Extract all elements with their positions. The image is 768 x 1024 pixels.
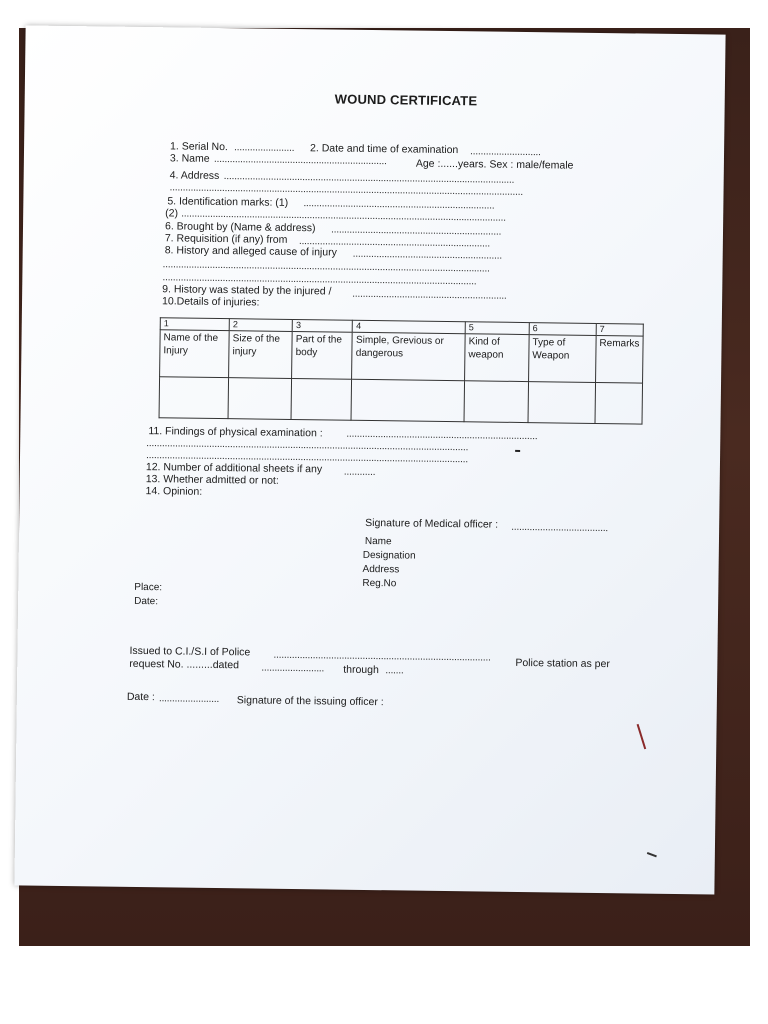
dotted-line: ....... [385, 664, 404, 677]
admitted-label: 13. Whether admitted or not: [145, 473, 279, 487]
issued-to-label: Issued to C.I./S.I of Police [129, 644, 251, 659]
table-cell [351, 379, 464, 421]
brought-by-label: 6. Brought by (Name & address) [164, 220, 316, 235]
dotted-line: ............................................................................................................... [223, 170, 515, 186]
history-stated-by-label: 9. History was stated by the injured / [162, 283, 332, 298]
table-cell: 2 [229, 319, 292, 332]
issue-date-label: Date : [126, 690, 155, 704]
certificate-content [14, 25, 725, 894]
police-station-label: Police station as per [515, 656, 610, 671]
dotted-line: ....................... [234, 141, 295, 154]
table-cell: 3 [292, 319, 352, 332]
officer-designation-label: Designation [362, 549, 416, 562]
officer-name-label: Name [364, 535, 392, 548]
age-sex-label: Age :......years. Sex : male/female [415, 157, 574, 172]
table-cell [464, 381, 528, 423]
table-header-cell: Kind of weapon [465, 334, 529, 382]
dotted-line: ............................................................................................................................ [181, 207, 506, 224]
table-cell: 7 [596, 323, 643, 336]
issuing-officer-signature-label: Signature of the issuing officer : [236, 694, 384, 709]
dotted-line: ........................ [261, 661, 325, 675]
table-cell [159, 377, 229, 419]
dotted-line: ........................................................................................................................ [162, 271, 477, 288]
date-time-label: 2. Date and time of examination [309, 142, 459, 157]
officer-address-label: Address [362, 563, 400, 576]
opinion-label: 14. Opinion: [145, 485, 203, 498]
table-cell: 5 [465, 322, 529, 335]
name-label: 3. Name [169, 152, 210, 165]
table-header-cell: Type of Weapon [528, 335, 596, 383]
identification-marks-label: 5. Identification marks: (1) [167, 195, 289, 209]
pen-mark [647, 852, 657, 857]
date-label: Date: [134, 595, 159, 608]
history-label: 8. History and alleged cause of injury [164, 244, 337, 259]
dotted-line: ......................................................................... [303, 197, 495, 212]
request-no-label: request No. .........dated [129, 657, 240, 672]
table-header-cell: Size of the injury [229, 331, 293, 379]
table-header-cell: Simple, Grevious or dangerous [352, 332, 465, 380]
pen-mark [515, 450, 520, 452]
table-cell: 4 [353, 320, 466, 333]
through-label: through [343, 663, 379, 677]
document-title: WOUND CERTIFICATE [334, 91, 478, 109]
dotted-line: ....................... [158, 692, 220, 706]
details-of-injuries-label: 10.Details of injuries: [161, 295, 260, 309]
address-label: 4. Address [169, 169, 220, 183]
certificate-sheet [14, 25, 725, 894]
additional-sheets-label: 12. Number of additional sheets if any [145, 461, 323, 476]
identification-marks-2-label: (2) [165, 207, 179, 220]
table-cell: 1 [160, 318, 229, 331]
medical-officer-signature-label: Signature of Medical officer : [365, 516, 499, 531]
dotted-line: ................................................................. [330, 223, 502, 238]
injuries-table [159, 317, 644, 424]
dotted-line: ................................................................................... [273, 648, 491, 664]
table-header-cell: Remarks [595, 335, 643, 383]
table-header-row [160, 330, 644, 383]
dotted-line: ........................................................................................................................... [146, 437, 469, 454]
table-cell [595, 382, 643, 424]
table-header-cell: Name of the Injury [160, 330, 230, 378]
dotted-line: ............ [343, 465, 376, 479]
pen-mark [637, 724, 647, 749]
dotted-line: ........................... [469, 145, 541, 159]
dotted-line: .................................................................. [213, 152, 387, 168]
table-cell [528, 382, 596, 424]
serial-no-label: 1. Serial No. [170, 140, 228, 154]
officer-reg-no-label: Reg.No [362, 577, 397, 590]
findings-label: 11. Findings of physical examination : [148, 425, 323, 440]
dotted-line: ..................................... [511, 520, 609, 535]
table-row [159, 377, 642, 424]
dotted-line: ........................................................................................................................... [145, 449, 469, 466]
table-cell [228, 378, 292, 420]
place-label: Place: [134, 581, 163, 594]
table-cell: 6 [529, 323, 596, 336]
table-header-cell: Part of the body [292, 331, 353, 379]
requisition-label: 7. Requisition (if any) from [164, 232, 288, 246]
dotted-line: ......................................................................... [346, 427, 538, 443]
dotted-line: ....................................................................................................................................... [169, 181, 523, 198]
dotted-line: ......................................................................... [298, 235, 490, 250]
dotted-line: ......................................................... [352, 247, 502, 262]
dotted-line: ............................................................................................................................. [162, 258, 490, 275]
table-cell [291, 378, 352, 420]
dotted-line: ........................................................... [352, 287, 507, 302]
